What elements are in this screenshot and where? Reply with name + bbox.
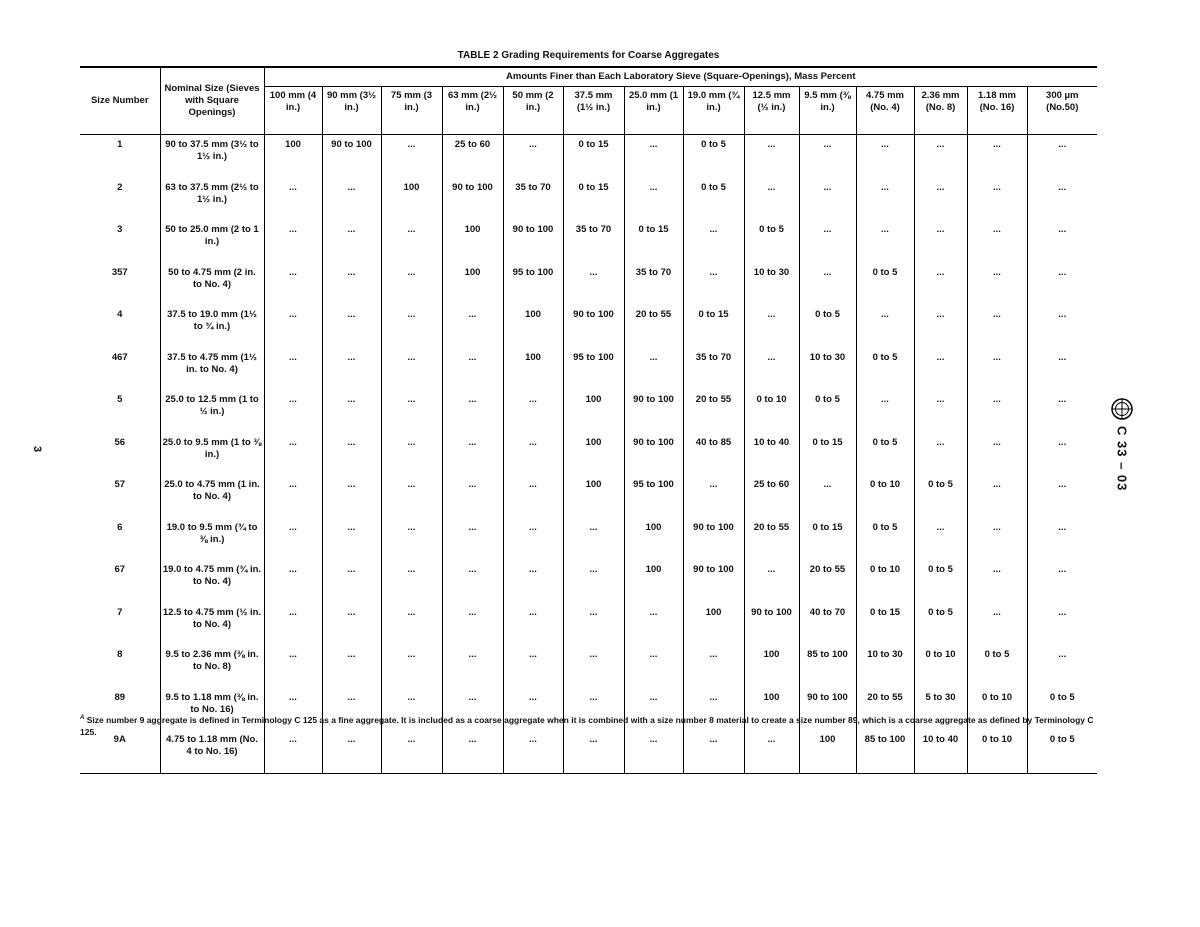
percent-passing-cell: 100 [503, 305, 563, 348]
percent-passing-cell: ... [856, 135, 914, 178]
nominal-size-cell: 4.75 to 1.18 mm (No. 4 to No. 16) [160, 730, 264, 773]
percent-passing-cell: 10 to 40 [744, 433, 799, 476]
percent-passing-cell: ... [381, 390, 442, 433]
percent-passing-cell: ... [264, 560, 322, 603]
size-number-cell: 467 [80, 348, 160, 391]
percent-passing-cell: ... [683, 475, 744, 518]
percent-passing-cell: ... [322, 305, 381, 348]
percent-passing-cell: ... [381, 475, 442, 518]
table-title: TABLE 2 Grading Requirements for Coarse Aggregates [457, 50, 720, 61]
percent-passing-cell: ... [856, 220, 914, 263]
size-number-cell: 8 [80, 645, 160, 688]
percent-passing-cell: ... [322, 688, 381, 731]
percent-passing-cell: 10 to 40 [914, 730, 967, 773]
percent-passing-cell: ... [967, 220, 1027, 263]
percent-passing-cell: ... [381, 560, 442, 603]
percent-passing-cell: ... [1058, 479, 1067, 490]
percent-passing-cell: ... [914, 135, 967, 178]
percent-passing-cell: 0 to 5 [683, 178, 744, 221]
percent-passing-cell: ... [264, 390, 322, 433]
sieve-header: 90 mm (3½ in.) [322, 87, 381, 135]
percent-passing-cell: 20 to 55 [856, 688, 914, 731]
percent-passing-cell: ... [503, 475, 563, 518]
size-number-cell: 3 [80, 220, 160, 263]
percent-passing-cell: ... [1058, 564, 1067, 575]
percent-passing-cell: ... [322, 178, 381, 221]
percent-passing-cell: 0 to 5 [856, 433, 914, 476]
table-row [80, 178, 1097, 221]
nominal-size-cell: 63 to 37.5 mm (2½ to 1½ in.) [160, 178, 264, 221]
percent-passing-cell: ... [442, 475, 503, 518]
percent-passing-cell: 90 to 100 [563, 305, 624, 348]
percent-passing-cell: ... [967, 348, 1027, 391]
footnote-marker: A [80, 715, 85, 721]
percent-passing-cell: ... [914, 518, 967, 561]
percent-passing-cell: ... [799, 263, 856, 306]
size-number-cell: 4 [80, 305, 160, 348]
percent-passing-cell: ... [967, 390, 1027, 433]
sieve-header: 25.0 mm (1 in.) [624, 87, 683, 135]
percent-passing-cell: 100 [624, 560, 683, 603]
percent-passing-cell: 40 to 85 [683, 433, 744, 476]
percent-passing-cell: 95 to 100 [503, 263, 563, 306]
size-number-cell: 57 [80, 475, 160, 518]
percent-passing-cell: 0 to 15 [683, 305, 744, 348]
percent-passing-cell: 0 to 5 [744, 220, 799, 263]
percent-passing-cell: ... [442, 348, 503, 391]
size-number-cell: 5 [80, 390, 160, 433]
percent-passing-cell: ... [264, 518, 322, 561]
percent-passing-cell: 100 [744, 645, 799, 688]
percent-passing-cell: 100 [264, 135, 322, 178]
percent-passing-cell: 0 to 10 [914, 645, 967, 688]
sieve-header: 12.5 mm (½ in.) [744, 87, 799, 135]
percent-passing-cell: ... [381, 688, 442, 731]
percent-passing-cell: ... [914, 178, 967, 221]
percent-passing-cell: 0 to 5 [914, 603, 967, 646]
percent-passing-cell: 90 to 100 [503, 220, 563, 263]
percent-passing-cell: 100 [381, 178, 442, 221]
percent-passing-cell: ... [264, 348, 322, 391]
percent-passing-cell: ... [442, 560, 503, 603]
percent-passing-cell: ... [264, 305, 322, 348]
percent-passing-cell: ... [264, 730, 322, 773]
nominal-size-header: Nominal Size (Sieves with Square Openings) [160, 67, 264, 135]
percent-passing-cell: ... [264, 688, 322, 731]
percent-passing-cell: ... [381, 645, 442, 688]
percent-passing-cell: 100 [563, 433, 624, 476]
nominal-size-cell: 25.0 to 12.5 mm (1 to ½ in.) [160, 390, 264, 433]
percent-passing-cell: 0 to 10 [856, 475, 914, 518]
percent-passing-cell: ... [442, 390, 503, 433]
nominal-size-cell: 9.5 to 2.36 mm (⅜ in. to No. 8) [160, 645, 264, 688]
percent-passing-cell: ... [967, 603, 1027, 646]
percent-passing-cell: ... [442, 305, 503, 348]
percent-passing-cell: ... [967, 518, 1027, 561]
percent-passing-cell: ... [442, 433, 503, 476]
percent-passing-cell: ... [914, 348, 967, 391]
percent-passing-cell: ... [799, 178, 856, 221]
percent-passing-cell: ... [442, 518, 503, 561]
percent-passing-cell: ... [967, 135, 1027, 178]
percent-passing-cell: ... [322, 475, 381, 518]
percent-passing-cell: ... [1058, 266, 1067, 278]
percent-passing-cell: ... [381, 220, 442, 263]
percent-passing-cell: ... [381, 263, 442, 306]
percent-passing-cell: ... [322, 560, 381, 603]
percent-passing-cell: 35 to 70 [563, 220, 624, 263]
percent-passing-cell: 0 to 5 [799, 305, 856, 348]
footnote-text: Size number 9 aggregate is defined in Terminology C 125 as a fine aggregate. It is included as a coarse aggregate when it is combined with a size number 8 material to create a size number 89, which is a coarse aggregate as defined by Terminology C 125. [80, 714, 1094, 737]
nominal-size-cell: 19.0 to 4.75 mm (¾ in. to No. 4) [160, 560, 264, 603]
percent-passing-cell: 0 to 5 [856, 348, 914, 391]
size-number-cell: 6 [80, 518, 160, 561]
percent-passing-cell: 5 to 30 [914, 688, 967, 731]
sieve-header: 2.36 mm (No. 8) [914, 87, 967, 135]
percent-passing-cell: ... [322, 603, 381, 646]
table-row [80, 390, 1097, 433]
percent-passing-cell: 0 to 5 [683, 135, 744, 178]
percent-passing-cell: 20 to 55 [624, 305, 683, 348]
sieve-header: 75 mm (3 in.) [381, 87, 442, 135]
percent-passing-cell: ... [856, 305, 914, 348]
percent-passing-cell: ... [683, 220, 744, 263]
percent-passing-cell: ... [381, 305, 442, 348]
percent-passing-cell: ... [683, 688, 744, 731]
size-number-cell: 2 [80, 178, 160, 221]
percent-passing-cell: ... [624, 730, 683, 773]
sieve-header: 4.75 mm (No. 4) [856, 87, 914, 135]
percent-passing-cell: ... [1058, 521, 1067, 533]
table-row [80, 220, 1097, 263]
percent-passing-cell: ... [264, 645, 322, 688]
table-row [80, 135, 1097, 178]
percent-passing-cell: 100 [799, 730, 856, 773]
percent-passing-cell: ... [563, 560, 624, 603]
percent-passing-cell: ... [967, 178, 1027, 221]
percent-passing-cell: ... [914, 263, 967, 306]
percent-passing-cell: ... [624, 348, 683, 391]
amounts-finer-header: Amounts Finer than Each Laboratory Sieve (Square-Openings), Mass Percent [264, 67, 1097, 87]
percent-passing-cell: ... [799, 475, 856, 518]
size-number-cell: 56 [80, 433, 160, 476]
percent-passing-cell: ... [1058, 309, 1067, 320]
percent-passing-cell: 0 to 15 [563, 135, 624, 178]
percent-passing-cell: ... [381, 518, 442, 561]
percent-passing-cell: ... [683, 645, 744, 688]
percent-passing-cell: 0 to 5 [799, 390, 856, 433]
sieve-header: 100 mm (4 in.) [264, 87, 322, 135]
nominal-size-cell: 90 to 37.5 mm (3½ to 1½ in.) [160, 135, 264, 178]
table-row [80, 305, 1097, 348]
table-row [80, 518, 1097, 561]
percent-passing-cell: ... [1058, 181, 1067, 193]
percent-passing-cell: 35 to 70 [624, 263, 683, 306]
percent-passing-cell: ... [381, 730, 442, 773]
percent-passing-cell: ... [442, 645, 503, 688]
percent-passing-cell: ... [744, 305, 799, 348]
percent-passing-cell: ... [1058, 649, 1067, 660]
sieve-header: 9.5 mm (⅜ in.) [799, 87, 856, 135]
percent-passing-cell: 0 to 10 [967, 688, 1027, 731]
nominal-size-cell: 25.0 to 9.5 mm (1 to ⅜ in.) [160, 433, 264, 476]
percent-passing-cell: ... [563, 603, 624, 646]
percent-passing-cell: ... [1058, 606, 1067, 618]
percent-passing-cell: ... [503, 135, 563, 178]
percent-passing-cell: ... [503, 390, 563, 433]
table-row [80, 263, 1097, 306]
percent-passing-cell: ... [322, 518, 381, 561]
percent-passing-cell: ... [322, 263, 381, 306]
percent-passing-cell: ... [503, 433, 563, 476]
percent-passing-cell: ... [442, 688, 503, 731]
running-header [1111, 398, 1133, 491]
percent-passing-cell: ... [322, 348, 381, 391]
percent-passing-cell: 0 to 15 [799, 518, 856, 561]
percent-passing-cell: 20 to 55 [799, 560, 856, 603]
percent-passing-cell: ... [264, 178, 322, 221]
size-number-cell: 7 [80, 603, 160, 646]
percent-passing-cell: ... [503, 645, 563, 688]
percent-passing-cell: ... [264, 433, 322, 476]
percent-passing-cell: ... [322, 433, 381, 476]
percent-passing-cell: 25 to 60 [442, 135, 503, 178]
nominal-size-cell: 19.0 to 9.5 mm (¾ to ⅜ in.) [160, 518, 264, 561]
nominal-size-cell: 37.5 to 4.75 mm (1½ in. to No. 4) [160, 348, 264, 391]
table-footnote [80, 712, 1097, 738]
sieve-header: 1.18 mm (No. 16) [967, 87, 1027, 135]
percent-passing-cell: 90 to 100 [744, 603, 799, 646]
percent-passing-cell: ... [563, 645, 624, 688]
percent-passing-cell: 20 to 55 [744, 518, 799, 561]
percent-passing-cell: 0 to 5 [1027, 730, 1097, 773]
percent-passing-cell: ... [503, 730, 563, 773]
percent-passing-cell: ... [322, 220, 381, 263]
percent-passing-cell: ... [381, 603, 442, 646]
percent-passing-cell: ... [744, 560, 799, 603]
percent-passing-cell: 0 to 10 [967, 730, 1027, 773]
percent-passing-cell: 10 to 30 [856, 645, 914, 688]
table-row [80, 645, 1097, 688]
percent-passing-cell: ... [744, 135, 799, 178]
sieve-header: 19.0 mm (¾ in.) [683, 87, 744, 135]
percent-passing-cell: ... [1058, 351, 1067, 363]
percent-passing-cell: ... [503, 518, 563, 561]
percent-passing-cell: 40 to 70 [799, 603, 856, 646]
percent-passing-cell: ... [1058, 394, 1067, 405]
percent-passing-cell: ... [1058, 436, 1067, 448]
percent-passing-cell: ... [914, 305, 967, 348]
percent-passing-cell: ... [914, 433, 967, 476]
percent-passing-cell: 100 [624, 518, 683, 561]
percent-passing-cell: ... [503, 688, 563, 731]
percent-passing-cell: ... [624, 603, 683, 646]
percent-passing-cell: 0 to 5 [967, 645, 1027, 688]
percent-passing-cell: ... [914, 220, 967, 263]
percent-passing-cell: ... [856, 390, 914, 433]
percent-passing-cell: 10 to 30 [799, 348, 856, 391]
size-number-cell: 357 [80, 263, 160, 306]
size-number-cell: 9A [80, 730, 160, 773]
percent-passing-cell: ... [799, 220, 856, 263]
percent-passing-cell: ... [381, 135, 442, 178]
percent-passing-cell: ... [914, 390, 967, 433]
percent-passing-cell: 85 to 100 [856, 730, 914, 773]
percent-passing-cell: 25 to 60 [744, 475, 799, 518]
percent-passing-cell: ... [1058, 139, 1067, 150]
percent-passing-cell: ... [264, 603, 322, 646]
percent-passing-cell: ... [442, 603, 503, 646]
percent-passing-cell: ... [967, 475, 1027, 518]
percent-passing-cell: ... [624, 135, 683, 178]
percent-passing-cell: 0 to 10 [744, 390, 799, 433]
percent-passing-cell: ... [683, 263, 744, 306]
percent-passing-cell: 0 to 5 [914, 560, 967, 603]
percent-passing-cell: 100 [442, 220, 503, 263]
percent-passing-cell: ... [624, 645, 683, 688]
percent-passing-cell: ... [624, 178, 683, 221]
percent-passing-cell: ... [442, 730, 503, 773]
percent-passing-cell: 0 to 15 [856, 603, 914, 646]
percent-passing-cell: 10 to 30 [744, 263, 799, 306]
nominal-size-cell: 37.5 to 19.0 mm (1½ to ¾ in.) [160, 305, 264, 348]
percent-passing-cell: 95 to 100 [563, 348, 624, 391]
percent-passing-cell: ... [322, 390, 381, 433]
size-number-header: Size Number [80, 67, 160, 135]
percent-passing-cell: 100 [744, 688, 799, 731]
percent-passing-cell: 0 to 5 [914, 475, 967, 518]
percent-passing-cell: ... [563, 688, 624, 731]
size-number-cell: 1 [80, 135, 160, 178]
percent-passing-cell: 95 to 100 [624, 475, 683, 518]
percent-passing-cell: ... [744, 178, 799, 221]
percent-passing-cell: ... [322, 730, 381, 773]
document-code: C 33 – 03 [1114, 426, 1130, 492]
percent-passing-cell: ... [744, 730, 799, 773]
percent-passing-cell: ... [322, 645, 381, 688]
percent-passing-cell: 100 [563, 390, 624, 433]
percent-passing-cell: ... [967, 433, 1027, 476]
table-row [80, 433, 1097, 476]
percent-passing-cell: 0 to 5 [856, 518, 914, 561]
percent-passing-cell: 0 to 5 [1049, 691, 1075, 703]
percent-passing-cell: 90 to 100 [799, 688, 856, 731]
percent-passing-cell: 0 to 15 [799, 433, 856, 476]
percent-passing-cell: 90 to 100 [322, 135, 381, 178]
percent-passing-cell: 0 to 5 [856, 263, 914, 306]
percent-passing-cell: ... [264, 263, 322, 306]
percent-passing-cell: 0 to 10 [856, 560, 914, 603]
nominal-size-cell: 50 to 25.0 mm (2 to 1 in.) [160, 220, 264, 263]
percent-passing-cell: 100 [503, 348, 563, 391]
size-number-cell: 89 [80, 688, 160, 731]
percent-passing-cell: 90 to 100 [442, 178, 503, 221]
percent-passing-cell: ... [264, 475, 322, 518]
percent-passing-cell: 100 [563, 475, 624, 518]
percent-passing-cell: ... [967, 560, 1027, 603]
grading-requirements-table [80, 66, 1097, 774]
sieve-header: 300 µm (No.50) [1027, 87, 1097, 135]
percent-passing-cell: 35 to 70 [683, 348, 744, 391]
percent-passing-cell: ... [563, 263, 624, 306]
nominal-size-cell: 12.5 to 4.75 mm (½ in. to No. 4) [160, 603, 264, 646]
sieve-header: 37.5 mm (1½ in.) [563, 87, 624, 135]
percent-passing-cell: 100 [683, 603, 744, 646]
nominal-size-cell: 9.5 to 1.18 mm (⅜ in. to No. 16) [160, 688, 264, 731]
percent-passing-cell: ... [967, 263, 1027, 306]
percent-passing-cell: 35 to 70 [503, 178, 563, 221]
percent-passing-cell: 90 to 100 [624, 390, 683, 433]
percent-passing-cell: ... [856, 178, 914, 221]
table-row [80, 603, 1097, 646]
percent-passing-cell: ... [683, 730, 744, 773]
size-number-cell: 67 [80, 560, 160, 603]
percent-passing-cell: ... [264, 220, 322, 263]
table-row [80, 348, 1097, 391]
percent-passing-cell: ... [967, 305, 1027, 348]
nominal-size-cell: 25.0 to 4.75 mm (1 in. to No. 4) [160, 475, 264, 518]
percent-passing-cell: 0 to 15 [563, 178, 624, 221]
percent-passing-cell: 85 to 100 [799, 645, 856, 688]
percent-passing-cell: 20 to 55 [683, 390, 744, 433]
percent-passing-cell: ... [563, 730, 624, 773]
percent-passing-cell: ... [744, 348, 799, 391]
percent-passing-cell: ... [503, 603, 563, 646]
percent-passing-cell: 100 [442, 263, 503, 306]
sieve-header: 63 mm (2½ in.) [442, 87, 503, 135]
percent-passing-cell: ... [1058, 224, 1067, 235]
percent-passing-cell: 90 to 100 [683, 560, 744, 603]
percent-passing-cell: ... [563, 518, 624, 561]
table-row [80, 560, 1097, 603]
nominal-size-cell: 50 to 4.75 mm (2 in. to No. 4) [160, 263, 264, 306]
sieve-header: 50 mm (2 in.) [503, 87, 563, 135]
percent-passing-cell: 90 to 100 [683, 518, 744, 561]
percent-passing-cell: ... [503, 560, 563, 603]
percent-passing-cell: ... [624, 688, 683, 731]
table-row [80, 475, 1097, 518]
percent-passing-cell: 0 to 15 [624, 220, 683, 263]
astm-logo-icon [1111, 398, 1133, 420]
percent-passing-cell: ... [381, 348, 442, 391]
percent-passing-cell: 90 to 100 [624, 433, 683, 476]
percent-passing-cell: ... [381, 433, 442, 476]
percent-passing-cell: ... [799, 135, 856, 178]
page-number: 3 [31, 445, 44, 453]
